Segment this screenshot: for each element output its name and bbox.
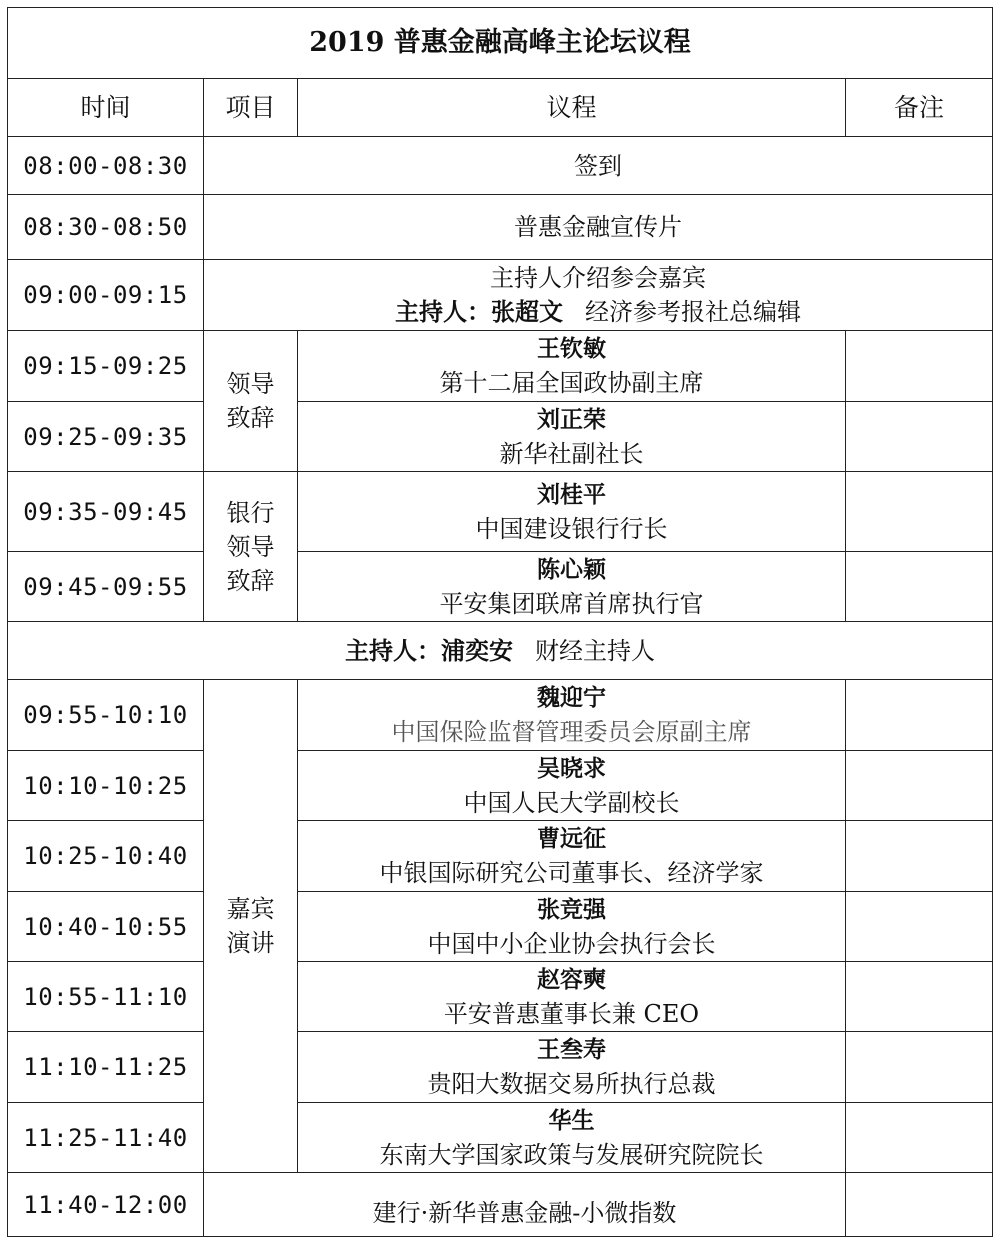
time-cell: 09:00-09:15 bbox=[8, 260, 204, 331]
header-time: 时间 bbox=[8, 79, 204, 137]
table-row bbox=[8, 751, 993, 821]
table-row bbox=[8, 1173, 993, 1237]
agenda-cell bbox=[298, 472, 846, 552]
speaker-role: 第十二届全国政协副主席 bbox=[439, 369, 704, 397]
note-cell bbox=[846, 1032, 993, 1103]
agenda-cell bbox=[204, 1173, 846, 1237]
category-label: 致辞 bbox=[226, 404, 275, 432]
time-cell: 09:25-09:35 bbox=[8, 402, 204, 472]
table-row bbox=[8, 552, 993, 622]
category-label: 嘉宾 bbox=[226, 895, 275, 923]
table-row bbox=[8, 402, 993, 472]
note-cell bbox=[846, 472, 993, 552]
host-line bbox=[204, 295, 992, 329]
category-label: 领导 bbox=[226, 532, 275, 561]
time-cell: 09:35-09:45 bbox=[8, 472, 204, 552]
agenda-cell bbox=[298, 552, 846, 622]
time-cell: 10:25-10:40 bbox=[8, 821, 204, 892]
table-row bbox=[8, 260, 993, 331]
note-cell bbox=[846, 892, 993, 962]
speaker-role: 中国人民大学副校长 bbox=[463, 788, 680, 817]
note-cell bbox=[846, 680, 993, 751]
speaker-name: 刘正荣 bbox=[537, 406, 606, 433]
note-cell bbox=[846, 1173, 993, 1237]
table-row bbox=[8, 195, 993, 260]
agenda-cell bbox=[298, 1103, 846, 1173]
category-label: 银行 bbox=[226, 498, 275, 527]
speaker-role: 新华社副社长 bbox=[499, 439, 644, 468]
time-cell: 09:15-09:25 bbox=[8, 331, 204, 402]
speaker-name: 王钦敏 bbox=[537, 336, 606, 362]
category-cell bbox=[204, 472, 298, 622]
time-cell: 09:45-09:55 bbox=[8, 552, 204, 622]
speaker-role: 平安普惠董事长兼 CEO bbox=[443, 999, 700, 1028]
speaker-name: 吴晓求 bbox=[537, 755, 606, 782]
host-name: 主持人：浦奕安 bbox=[345, 636, 514, 665]
time-cell: 11:25-11:40 bbox=[8, 1103, 204, 1173]
agenda-cell bbox=[298, 892, 846, 962]
host-role: 经济参考报社总编辑 bbox=[585, 298, 802, 326]
table-row bbox=[8, 472, 993, 552]
speaker-role: 中银国际研究公司董事长、经济学家 bbox=[379, 859, 764, 887]
agenda-text: 建行·新华普惠金融-小微指数 bbox=[372, 1199, 677, 1227]
host-row bbox=[8, 622, 993, 680]
agenda-cell: 普惠金融宣传片 bbox=[204, 195, 993, 260]
category-cell bbox=[204, 680, 298, 1173]
agenda-cell bbox=[298, 751, 846, 821]
agenda-cell: 签到 bbox=[204, 137, 993, 195]
time-cell: 09:55-10:10 bbox=[8, 680, 204, 751]
category-label: 领导 bbox=[226, 370, 275, 398]
time-cell: 11:40-12:00 bbox=[8, 1173, 204, 1237]
table-row bbox=[8, 331, 993, 402]
agenda-cell bbox=[298, 821, 846, 892]
note-cell bbox=[846, 402, 993, 472]
table-row bbox=[8, 821, 993, 892]
speaker-name: 陈心颖 bbox=[537, 556, 606, 583]
time-cell: 10:40-10:55 bbox=[8, 892, 204, 962]
note-cell bbox=[846, 821, 993, 892]
host-role: 财经主持人 bbox=[535, 636, 656, 665]
agenda-cell bbox=[204, 260, 993, 331]
table-row bbox=[8, 1103, 993, 1173]
speaker-role: 东南大学国家政策与发展研究院院长 bbox=[379, 1140, 764, 1169]
time-cell: 10:10-10:25 bbox=[8, 751, 204, 821]
table-row bbox=[8, 137, 993, 195]
speaker-name: 曹远征 bbox=[537, 826, 606, 852]
host-cell bbox=[8, 622, 993, 680]
agenda-cell bbox=[298, 680, 846, 751]
category-label: 演讲 bbox=[226, 929, 275, 957]
header-item: 项目 bbox=[204, 79, 298, 137]
note-cell bbox=[846, 962, 993, 1032]
agenda-cell bbox=[298, 962, 846, 1032]
speaker-name: 张竞强 bbox=[537, 896, 606, 923]
note-cell bbox=[846, 552, 993, 622]
table-row bbox=[8, 892, 993, 962]
header-note: 备注 bbox=[846, 79, 993, 137]
agenda-text: 主持人介绍参会嘉宾 bbox=[490, 264, 707, 292]
host-name: 主持人：张超文 bbox=[395, 298, 564, 326]
header-row bbox=[8, 79, 993, 137]
speaker-role: 中国保险监督管理委员会原副主席 bbox=[391, 718, 752, 746]
time-cell: 10:55-11:10 bbox=[8, 962, 204, 1032]
agenda-cell bbox=[298, 331, 846, 402]
speaker-role: 贵阳大数据交易所执行总裁 bbox=[427, 1070, 716, 1098]
note-cell bbox=[846, 751, 993, 821]
speaker-name: 王叁寿 bbox=[537, 1037, 606, 1063]
agenda-table bbox=[7, 7, 993, 1237]
speaker-name: 赵容奭 bbox=[537, 966, 606, 993]
time-cell: 08:30-08:50 bbox=[8, 195, 204, 260]
time-cell: 08:00-08:30 bbox=[8, 137, 204, 195]
category-label: 致辞 bbox=[226, 566, 275, 595]
speaker-role: 中国中小企业协会执行会长 bbox=[427, 929, 716, 958]
speaker-name: 华生 bbox=[548, 1107, 595, 1134]
table-row bbox=[8, 680, 993, 751]
note-cell bbox=[846, 1103, 993, 1173]
agenda-cell bbox=[298, 1032, 846, 1103]
speaker-name: 刘桂平 bbox=[537, 481, 606, 508]
title-row bbox=[8, 8, 993, 79]
time-cell: 11:10-11:25 bbox=[8, 1032, 204, 1103]
speaker-role: 中国建设银行行长 bbox=[475, 514, 668, 543]
category-cell bbox=[204, 331, 298, 472]
header-agenda: 议程 bbox=[298, 79, 846, 137]
speaker-name: 魏迎宁 bbox=[537, 685, 606, 711]
agenda-cell bbox=[298, 402, 846, 472]
page-title: 2019 普惠金融高峰主论坛议程 bbox=[8, 8, 993, 79]
speaker-role: 平安集团联席首席执行官 bbox=[439, 589, 704, 618]
table-row bbox=[8, 962, 993, 1032]
note-cell bbox=[846, 331, 993, 402]
table-row bbox=[8, 1032, 993, 1103]
